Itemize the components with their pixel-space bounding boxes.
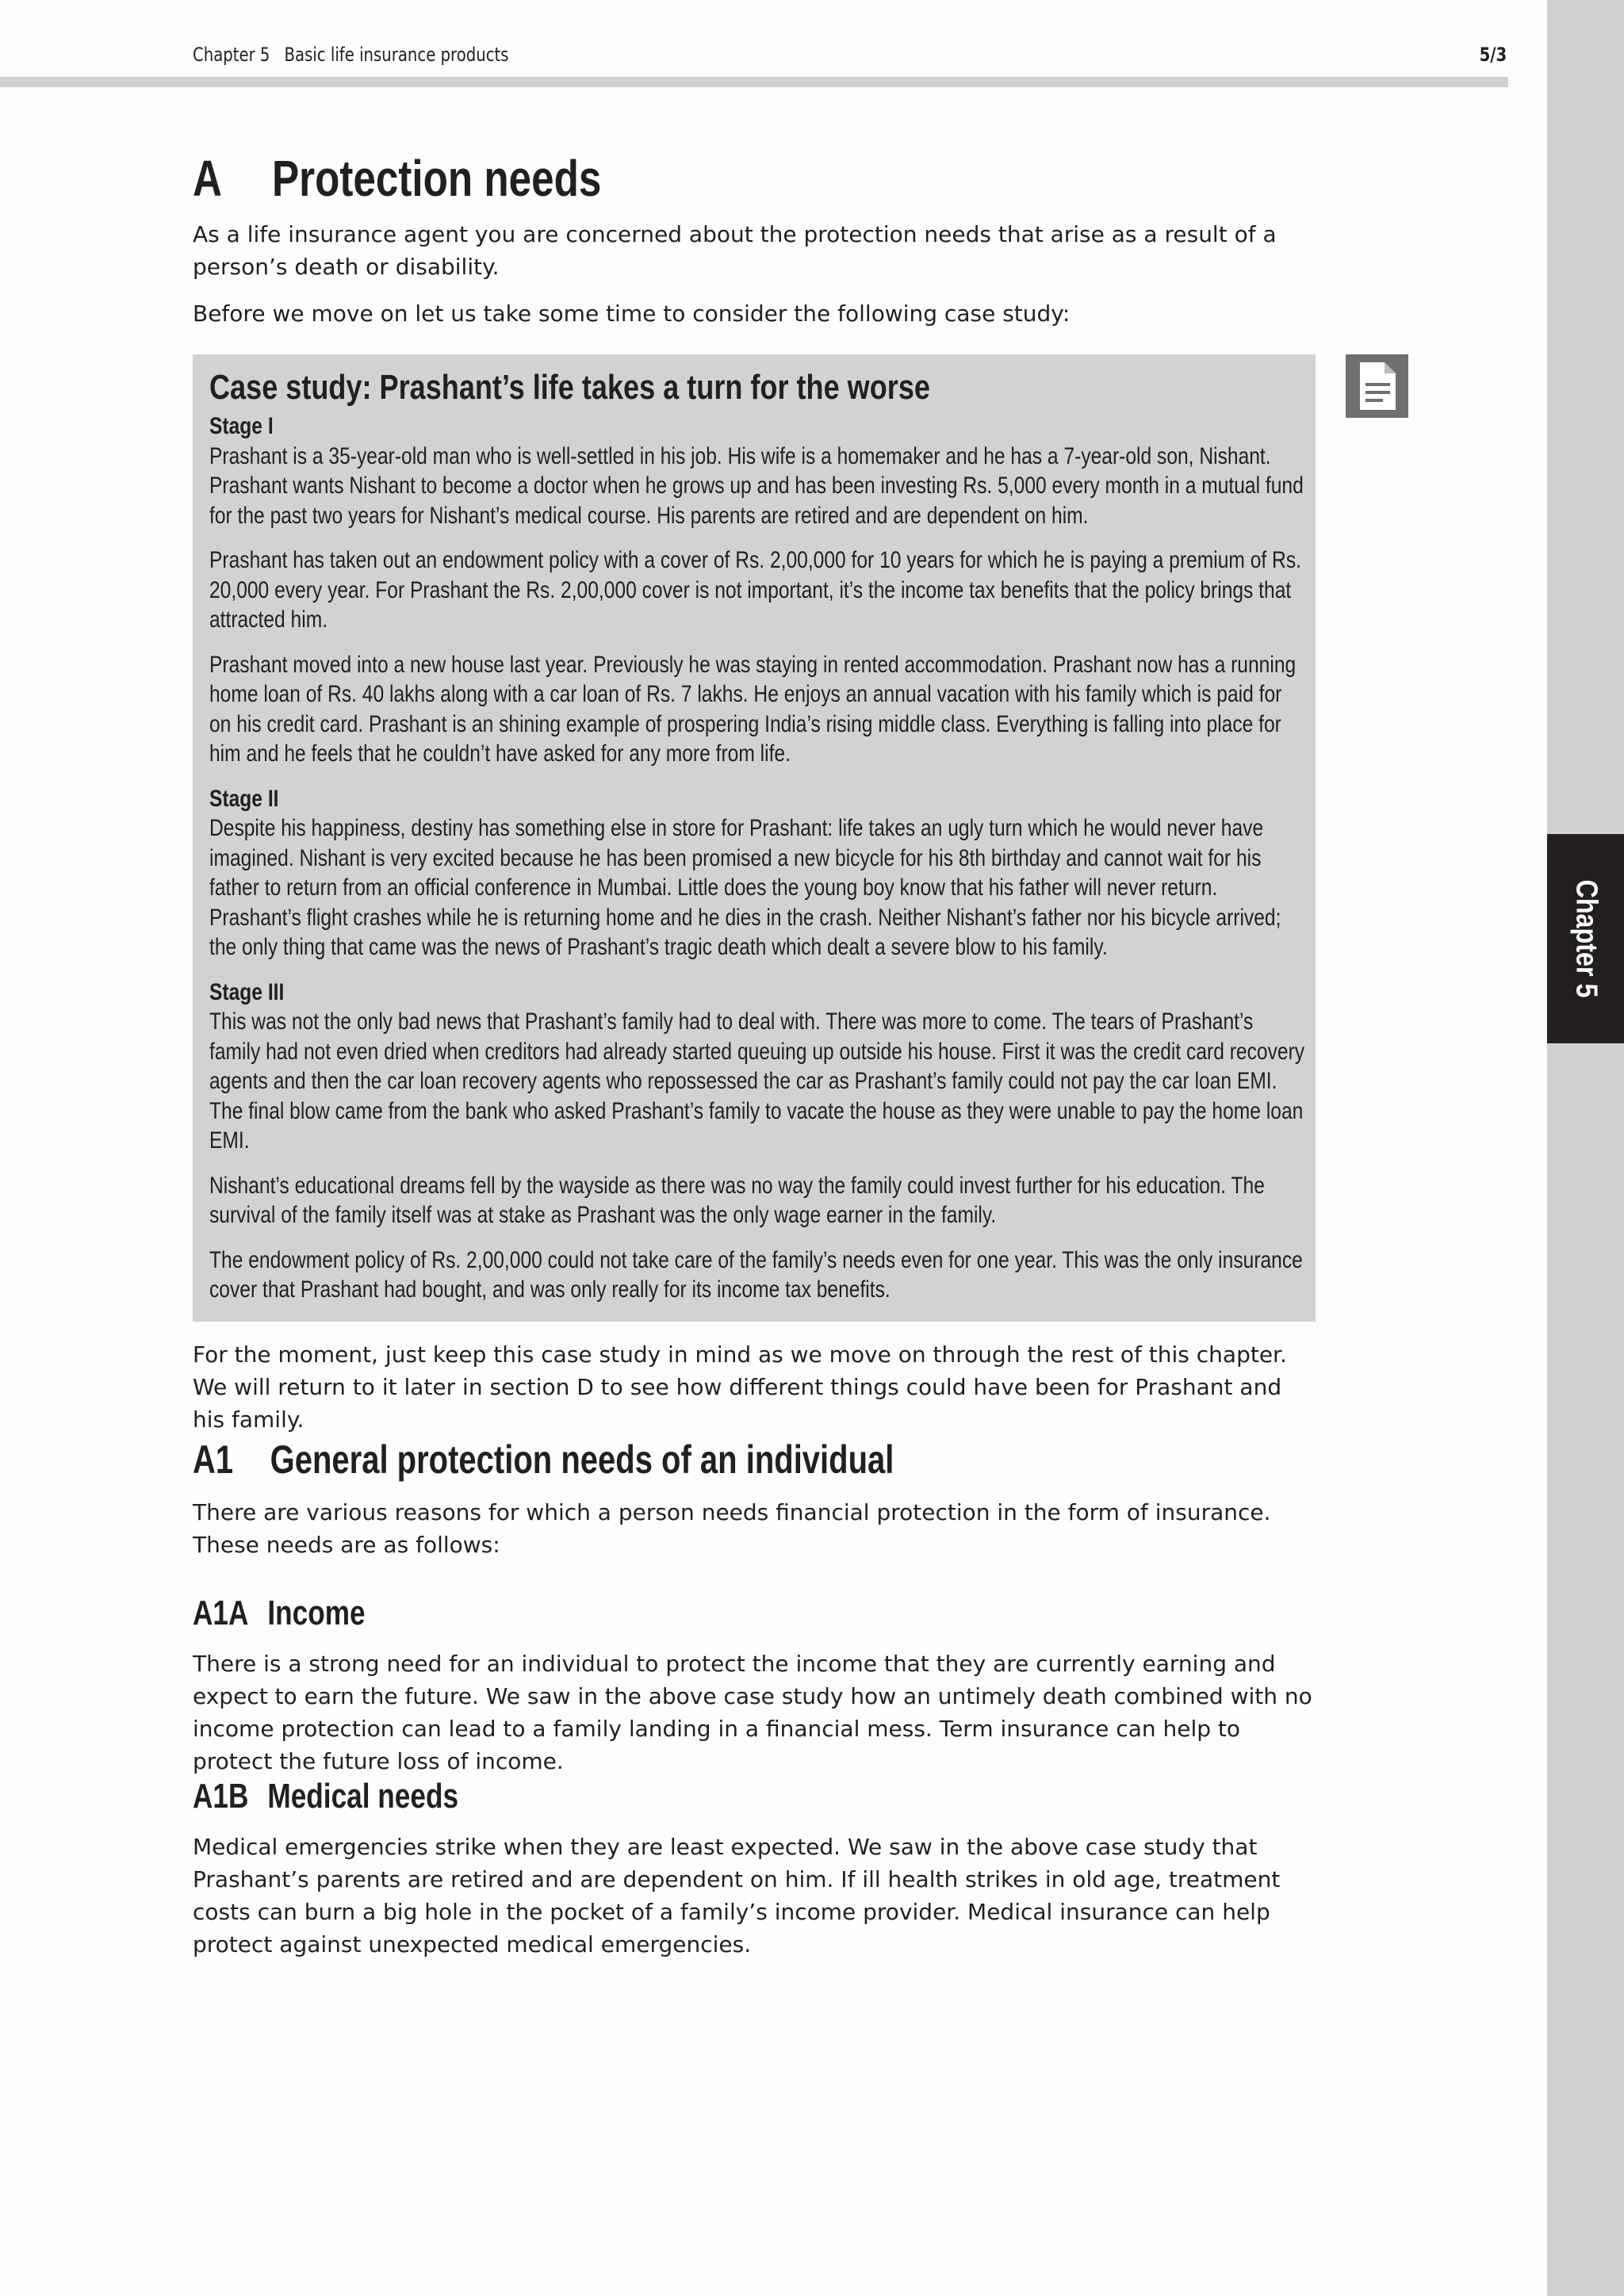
case-paragraph: The endowment policy of Rs. 2,00,000 could not take care of the family’s needs even for one year. This was the only insurance cover that Prashant had bought, and was only really for its income tax benefits. (209, 1246, 1303, 1303)
intro-paragraph: Before we move on let us take some time to consider the following case study: (193, 300, 1071, 327)
header-rule (0, 77, 1508, 87)
case-paragraph: This was not the only bad news that Prashant’s family had to deal with. There was more to come. The tears of Prashant’s family had not even dried when creditors had already started queuing up outside his house. First it was the credit card recovery agents and then the car loan recovery agents who repossessed the car as Prashant’s family could not pay the car loan EMI. The final blow came from the bank who asked Prashant’s family to vacate the house as they were unable to pay the home loan EMI. (209, 1008, 1305, 1154)
case-study-content (209, 367, 1305, 1320)
section-paragraph: There are various reasons for which a person needs financial protection in the form of insurance. These needs are as follows: (193, 1499, 1271, 1558)
section-number: A1A (193, 1594, 249, 1632)
header-chapter-title: Basic life insurance products (284, 44, 509, 66)
case-paragraph: Nishant’s educational dreams fell by the wayside as there was no way the family could invest further for his education. The survival of the family itself was at stake as Prashant was the only wage earner in the family. (209, 1172, 1265, 1228)
section-heading-a1b (193, 1777, 458, 1816)
stage-label: Stage II (209, 785, 279, 812)
case-paragraph: Prashant is a 35-year-old man who is well-settled in his job. His wife is a homemaker and he has a 7-year-old son, Nishant. Prashant wants Nishant to become a doctor when he grows up and has been investing Rs. 5,000 every month in a mutual fund for the past two years for Nishant’s medical course. His parents are retired and are dependent on him. (209, 442, 1304, 529)
section-number: A (193, 150, 222, 207)
running-header (193, 44, 509, 66)
section-title: General protection needs of an individual (270, 1437, 894, 1482)
section-heading-a (193, 149, 601, 208)
document-icon (1346, 354, 1408, 418)
chapter-tab-label: Chapter 5 (1569, 879, 1603, 998)
case-paragraph: Prashant has taken out an endowment policy with a cover of Rs. 2,00,000 for 10 years for which he is paying a premium of Rs. 20,000 every year. For Prashant the Rs. 2,00,000 cover is not important, it’s the income tax benefits that the policy brings that attracted him. (209, 547, 1301, 633)
section-paragraph: Medical emergencies strike when they are least expected. We saw in the above case study that Prashant’s parents are retired and are dependent on him. If ill health strikes in old age, treatment costs can burn a big hole in the pocket of a family’s income provider. Medical insurance can help protect against unexpected medical emergencies. (193, 1834, 1281, 1957)
section-heading-a1 (193, 1437, 894, 1483)
intro-paragraph: As a life insurance agent you are concerned about the protection needs that arise as a result of a person’s death or disability. (193, 221, 1277, 280)
page-number: 5/3 (1479, 44, 1507, 66)
side-bar (1547, 0, 1624, 2296)
section-title: Protection needs (272, 150, 602, 207)
header-chapter-label: Chapter 5 (193, 44, 270, 66)
section-title: Income (267, 1594, 366, 1632)
section-number: A1 (193, 1437, 234, 1482)
closing-paragraph: For the moment, just keep this case study in mind as we move on through the rest of this chapter. We will return to it later in section D to see how different things could have been for Prashant and his family. (193, 1341, 1287, 1433)
case-paragraph: Despite his happiness, destiny has something else in store for Prashant: life takes an ugly turn which he would never have imagined. Nishant is very excited because he has been promised a new bicycle for his 8th birthday and cannot wait for his father to return from an official conference in Mumbai. Little does the young boy know that his father will never return. Prashant’s flight crashes while he is returning home and he dies in the crash. Neither Nishant’s father nor his bicycle arrived; the only thing that came was the news of Prashant’s tragic death which dealt a severe blow to his family. (209, 815, 1281, 960)
case-study-title: Case study: Prashant’s life takes a turn for the worse (209, 368, 930, 407)
section-title: Medical needs (267, 1777, 459, 1816)
section-heading-a1a (193, 1594, 366, 1633)
stage-label: Stage I (209, 413, 274, 439)
page-header (0, 0, 1508, 87)
section-number: A1B (193, 1777, 249, 1816)
case-study-box (193, 354, 1316, 1322)
stage-label: Stage III (209, 978, 285, 1005)
case-paragraph: Prashant moved into a new house last year. Previously he was staying in rented accommodation. Prashant now has a running home loan of Rs. 40 lakhs along with a car loan of Rs. 7 lakhs. He enjoys an annual vacation with his family which is paid for on his credit card. Prashant is an shining example of prospering India’s rising middle class. Everything is falling into place for him and he feels that he couldn’t have asked for any more from life. (209, 651, 1297, 767)
chapter-tab (1547, 834, 1624, 1043)
section-paragraph: There is a strong need for an individual to protect the income that they are currently earning and expect to earn the future. We saw in the above case study how an untimely death combined with no income protection can lead to a family landing in a financial mess. Term insurance can help to protect the future loss of income. (193, 1651, 1312, 1774)
